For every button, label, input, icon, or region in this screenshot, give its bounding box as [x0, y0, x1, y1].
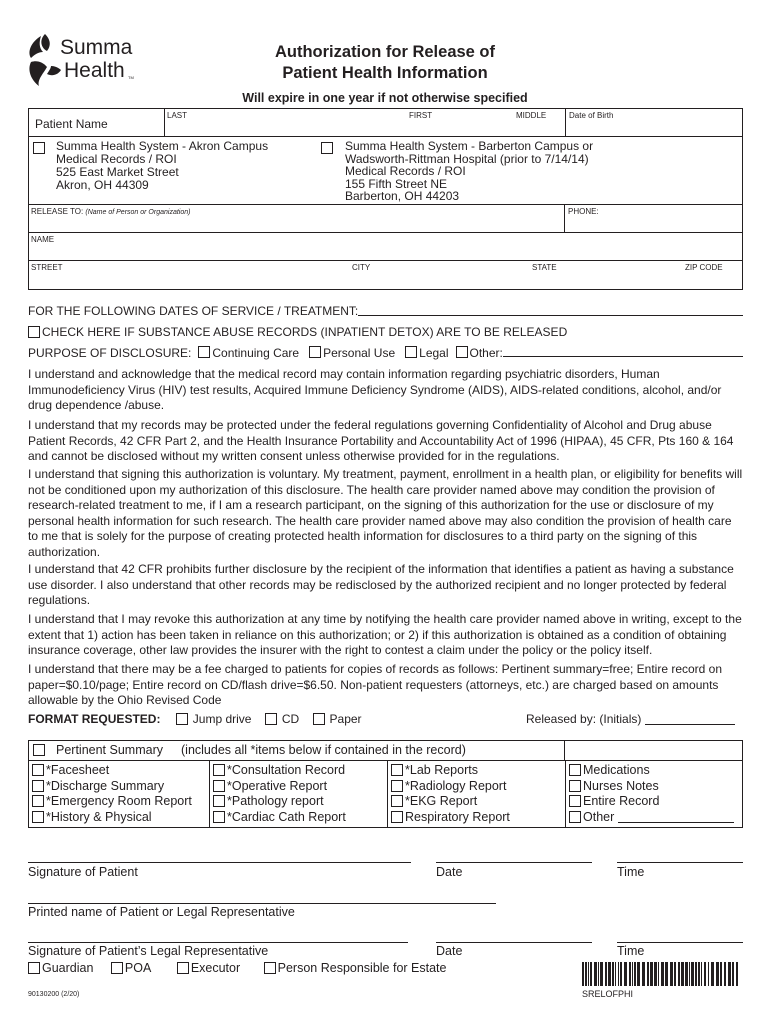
entire-record-checkbox[interactable] — [569, 795, 581, 807]
address-line: Wadsworth-Rittman Hospital (prior to 7/14/14) — [345, 151, 589, 166]
record-item — [32, 763, 209, 779]
purpose-label: PURPOSE OF DISCLOSURE: — [28, 346, 192, 360]
nurses-notes-checkbox[interactable] — [569, 780, 581, 792]
records-column-2 — [210, 761, 388, 827]
cd-checkbox[interactable] — [265, 713, 277, 725]
records-table — [28, 740, 743, 828]
dates-of-service-input[interactable] — [358, 304, 743, 316]
lab-reports-checkbox[interactable] — [391, 764, 403, 776]
dates-of-service — [28, 304, 743, 318]
barcode-bar — [685, 962, 688, 986]
other-record-input[interactable] — [618, 822, 734, 823]
address-line: 155 Fifth Street NE — [345, 176, 448, 191]
akron-campus-address — [56, 140, 268, 192]
logo-mark-icon — [27, 34, 63, 86]
other-record-checkbox[interactable] — [569, 811, 581, 823]
barcode-bar — [658, 962, 659, 986]
record-item — [213, 779, 387, 795]
discharge-summary-checkbox[interactable] — [32, 780, 44, 792]
barcode-bar — [724, 962, 726, 986]
akron-campus-checkbox[interactable] — [33, 142, 45, 154]
record-item — [391, 763, 565, 779]
barcode-bar — [695, 962, 697, 986]
disclosure-paragraph: I understand that I may revoke this authorization at any time by notifying the health care provider named above in writing, except to the extent that 1) action has been taken in reliance on this authorization; or 2) if this authorization is obtained as a condition of obtaining insurance coverage, other law provides the insurer with the right to contest a claim under the policy or the policy itself. — [28, 612, 742, 657]
record-label: *Cardiac Cath Report — [227, 809, 346, 824]
phone-label: PHONE: — [568, 207, 599, 216]
barcode-bar — [650, 962, 653, 986]
record-label: *History & Physical — [46, 809, 152, 824]
barcode-bar — [698, 962, 700, 986]
record-label: *Facesheet — [46, 763, 110, 777]
state-label: STATE — [532, 263, 557, 272]
respiratory-report-checkbox[interactable] — [391, 811, 403, 823]
barcode-bar — [691, 962, 694, 986]
substance-abuse-checkbox[interactable] — [28, 326, 40, 338]
barberton-campus-address — [345, 140, 593, 203]
address-line: Akron, OH 44309 — [56, 178, 149, 192]
jump-drive-label: Jump drive — [192, 712, 252, 726]
barcode-bar — [704, 962, 706, 986]
legal-rep-signature-label: Signature of Patient’s Legal Representative — [28, 944, 269, 958]
barcode-bar — [674, 962, 676, 986]
city-label: CITY — [352, 263, 371, 272]
barcode-bar — [665, 962, 668, 986]
barcode-bar — [629, 962, 631, 986]
patient-time-line[interactable] — [617, 862, 743, 863]
barcode-bar — [732, 962, 734, 986]
title-line-1: Authorization for Release of — [274, 43, 496, 61]
address-line: Summa Health System - Barberton Campus or — [345, 139, 594, 153]
zip-label: ZIP CODE — [685, 263, 723, 272]
printed-name-line[interactable] — [28, 903, 496, 904]
personal-use-checkbox[interactable] — [309, 346, 321, 358]
record-item — [391, 794, 565, 810]
release-to-hint: (Name of Person or Organization) — [85, 209, 191, 216]
disclosure-paragraph: I understand that there may be a fee charged to patients for copies of records as follows: Pertinent summary=free; Entire record on paper=$0.10/page; Entire record on CD/flash drive=$6.50. Non-patient requesters (attorneys, etc.) are charged based on amounts allowable by the Ohio Revised Code — [28, 662, 723, 707]
dob-field[interactable]: Date of Birth — [569, 111, 614, 120]
format-label: FORMAT REQUESTED: — [28, 712, 161, 726]
patient-signature-line[interactable] — [28, 862, 411, 863]
purpose-of-disclosure — [28, 346, 743, 360]
legal-rep-roles — [28, 961, 446, 975]
legal-rep-time-label: Time — [617, 944, 645, 958]
barcode-bar — [654, 962, 657, 986]
other-checkbox[interactable] — [456, 346, 468, 358]
middle-label: MIDDLE — [516, 111, 547, 120]
record-label: *Lab Reports — [405, 763, 478, 777]
barcode-bar — [647, 962, 649, 986]
poa-label: POA — [124, 961, 152, 975]
dates-of-service-label: FOR THE FOLLOWING DATES OF SERVICE / TREATMENT: — [28, 304, 359, 318]
disclosure-paragraph: I understand that 42 CFR prohibits further disclosure by the recipient of the information that identifies a patient as having a substance use disorder. I also understand that other records may be redisclosed by the authorized recipient and no longer protected by federal regulations. — [28, 562, 734, 607]
released-by-label: Released by: (Initials) — [526, 712, 642, 726]
barcode-bar — [681, 962, 684, 986]
legal-rep-date-line[interactable] — [436, 942, 592, 943]
records-column-4 — [566, 761, 742, 827]
barcode — [582, 962, 742, 999]
record-item — [569, 779, 742, 795]
substance-abuse-label: CHECK HERE IF SUBSTANCE ABUSE RECORDS (INPATIENT DETOX) ARE TO BE RELEASED — [42, 325, 568, 339]
barcode-bar — [637, 962, 640, 986]
record-label: *Operative Report — [227, 778, 328, 793]
pathology-report-checkbox[interactable] — [213, 795, 225, 807]
paper-label: Paper — [329, 712, 362, 726]
barcode-bar — [642, 962, 645, 986]
record-label: *Emergency Room Report — [46, 794, 192, 808]
record-label: Respiratory Report — [405, 809, 510, 824]
disclosure-paragraph: I understand that my records may be protected under the federal regulations governing Confidentiality of Alcohol and Drug abuse Patient Records, 42 CFR Part 2, and the Health Insurance Portability and Accountability Act of 1996 (HIPAA), 45 CFR, Pts 160 & 164 and cannot be disclosed without my written consent unless otherwise provided for in the regulations. — [28, 418, 734, 463]
barcode-bar — [701, 962, 702, 986]
disclosure-paragraph: I understand and acknowledge that the medical record may contain information regarding psychiatric disorders, Human Immunodeficiency Virus (HIV) test results, Acquired Immune Deficiency Syndrome (AIDS), AIDS-related conditions, alcohol, and/or drug dependence /abuse. — [28, 367, 722, 412]
consultation-record-checkbox[interactable] — [213, 764, 225, 776]
record-label: Nurses Notes — [583, 778, 659, 793]
record-label: Medications — [583, 763, 650, 777]
barcode-bar — [588, 962, 589, 986]
poa-checkbox[interactable] — [111, 962, 123, 974]
facility-row — [29, 137, 742, 205]
patient-name-field[interactable] — [164, 109, 566, 136]
address-line: 525 East Market Street — [56, 165, 179, 179]
substance-abuse-option — [28, 325, 567, 339]
cd-label: CD — [281, 712, 300, 726]
barcode-bar — [634, 962, 636, 986]
jump-drive-checkbox[interactable] — [176, 713, 188, 725]
record-item — [569, 763, 742, 779]
barcode-bar — [711, 962, 714, 986]
barcode-bar — [708, 962, 709, 986]
emergency-room-report-checkbox[interactable] — [32, 795, 44, 807]
facesheet-checkbox[interactable] — [32, 764, 44, 776]
barcode-bar — [585, 962, 587, 986]
street-label: STREET — [31, 263, 63, 272]
continuing-care-checkbox[interactable] — [198, 346, 210, 358]
barcode-bar — [615, 962, 616, 986]
record-label: Entire Record — [583, 794, 660, 808]
patient-name-row — [29, 109, 742, 137]
barcode-bar — [689, 962, 690, 986]
recipient-name-field[interactable] — [29, 233, 742, 261]
patient-signature-label: Signature of Patient — [28, 865, 138, 879]
barcode-bar — [598, 962, 599, 986]
estate-checkbox[interactable] — [264, 962, 276, 974]
format-requested — [28, 712, 362, 726]
record-item — [213, 794, 387, 810]
guardian-checkbox[interactable] — [28, 962, 40, 974]
release-to-field[interactable] — [31, 207, 561, 231]
barberton-campus-checkbox[interactable] — [321, 142, 333, 154]
record-item — [32, 779, 209, 795]
address-line: Medical Records / ROI — [56, 152, 177, 166]
patient-info-table — [28, 108, 743, 290]
address-line: Barberton, OH 44203 — [345, 189, 460, 203]
operative-report-checkbox[interactable] — [213, 780, 225, 792]
legal-checkbox[interactable] — [405, 346, 417, 358]
barcode-bar — [620, 962, 622, 986]
patient-date-line[interactable] — [436, 862, 592, 863]
radiology-report-checkbox[interactable] — [391, 780, 403, 792]
record-item — [569, 810, 742, 826]
release-to-row — [29, 205, 742, 233]
paper-checkbox[interactable] — [313, 713, 325, 725]
legal-rep-signature-line[interactable] — [28, 942, 408, 943]
logo-text-summa: Summa — [60, 36, 133, 59]
summa-health-logo — [27, 34, 137, 86]
patient-name-label: Patient Name — [35, 117, 108, 131]
barcode-bar — [678, 962, 680, 986]
executor-label: Executor — [190, 961, 241, 975]
medications-checkbox[interactable] — [569, 764, 581, 776]
pertinent-summary-checkbox[interactable] — [33, 744, 45, 756]
phone-field[interactable] — [564, 205, 742, 232]
barcode-bar — [736, 962, 738, 986]
barcode-text: SRELOFPHI — [582, 989, 634, 999]
printed-name-label: Printed name of Patient or Legal Representative — [28, 905, 295, 919]
record-item — [391, 810, 565, 826]
records-column-1 — [29, 761, 210, 827]
patient-time-label: Time — [617, 865, 645, 879]
other-label: Other: — [469, 346, 503, 360]
record-label: *Pathology report — [227, 794, 324, 808]
guardian-label: Guardian — [42, 961, 94, 975]
disclosure-paragraph: I understand that signing this authorization is voluntary. My treatment, payment, enrollment in a health plan, or eligibility for benefits will not be conditioned upon my authorization of this disclosure. The health care provider named above may condition the provision of research-related treatment to me, if I am a research participant, on the signing of this authorization for the use or disclosure of my personal health information for such research. The health care provider named above may also condition the provision of health care to me that is solely for the purpose of creating protected health information for disclosures to a third party on the signing of this authorization. — [28, 467, 743, 559]
address-line: Summa Health System - Akron Campus — [56, 139, 269, 153]
legal-rep-time-line[interactable] — [617, 942, 743, 943]
name-label: NAME — [31, 235, 55, 244]
released-by-initials-input[interactable] — [645, 724, 735, 725]
legal-rep-date-label: Date — [436, 944, 463, 958]
logo-tm: TM — [128, 75, 134, 80]
record-label: Other — [583, 809, 615, 824]
record-item — [32, 810, 209, 826]
barcode-bar — [594, 962, 597, 986]
barcode-bar — [661, 962, 664, 986]
barcode-bar — [618, 962, 619, 986]
form-number: 90130200 (2/20) — [28, 991, 80, 998]
released-by — [526, 712, 735, 726]
barcode-bar — [608, 962, 611, 986]
history-physical-checkbox[interactable] — [32, 811, 44, 823]
patient-date-label: Date — [436, 865, 463, 879]
estate-label: Person Responsible for Estate — [277, 961, 447, 975]
barcode-bar — [600, 962, 603, 986]
barcode-bar — [716, 962, 719, 986]
barcode-bar — [590, 962, 592, 986]
barcode-bar — [670, 962, 673, 986]
ekg-report-checkbox[interactable] — [391, 795, 403, 807]
logo-text-health: Health — [64, 59, 125, 82]
column-divider — [564, 741, 565, 760]
cardiac-cath-report-checkbox[interactable] — [213, 811, 225, 823]
expiry-subtitle: Will expire in one year if not otherwise specified — [242, 91, 528, 105]
record-label: *Discharge Summary — [46, 778, 165, 793]
barcode-bar — [605, 962, 607, 986]
records-column-3 — [388, 761, 566, 827]
barcode-bar — [632, 962, 633, 986]
pertinent-summary-label: Pertinent Summary — [56, 743, 163, 757]
form-title — [200, 42, 570, 84]
record-item — [569, 794, 742, 810]
pertinent-summary-row — [29, 741, 742, 761]
record-item — [32, 794, 209, 810]
barcode-bar — [612, 962, 614, 986]
record-label: *EKG Report — [405, 794, 478, 808]
pertinent-summary-note: (includes all *items below if contained in the record) — [181, 743, 466, 757]
address-line: Medical Records / ROI — [345, 164, 466, 178]
last-label: LAST — [167, 111, 188, 120]
record-item — [213, 763, 387, 779]
barcode-bar — [624, 962, 627, 986]
barcode-icon — [582, 962, 742, 986]
record-item — [391, 779, 565, 795]
barcode-bar — [582, 962, 584, 986]
executor-checkbox[interactable] — [177, 962, 189, 974]
record-item — [213, 810, 387, 826]
title-line-2: Patient Health Information — [282, 64, 488, 82]
barcode-bar — [728, 962, 731, 986]
release-to-label: RELEASE TO: — [31, 207, 84, 216]
legal-label: Legal — [419, 346, 449, 360]
other-purpose-input[interactable] — [503, 346, 743, 357]
continuing-care-label: Continuing Care — [212, 346, 300, 360]
barcode-bar — [720, 962, 722, 986]
first-label: FIRST — [409, 111, 433, 120]
address-field-row[interactable] — [29, 261, 742, 289]
personal-use-label: Personal Use — [323, 346, 396, 360]
record-label: *Radiology Report — [405, 778, 507, 793]
record-label: *Consultation Record — [227, 763, 346, 777]
